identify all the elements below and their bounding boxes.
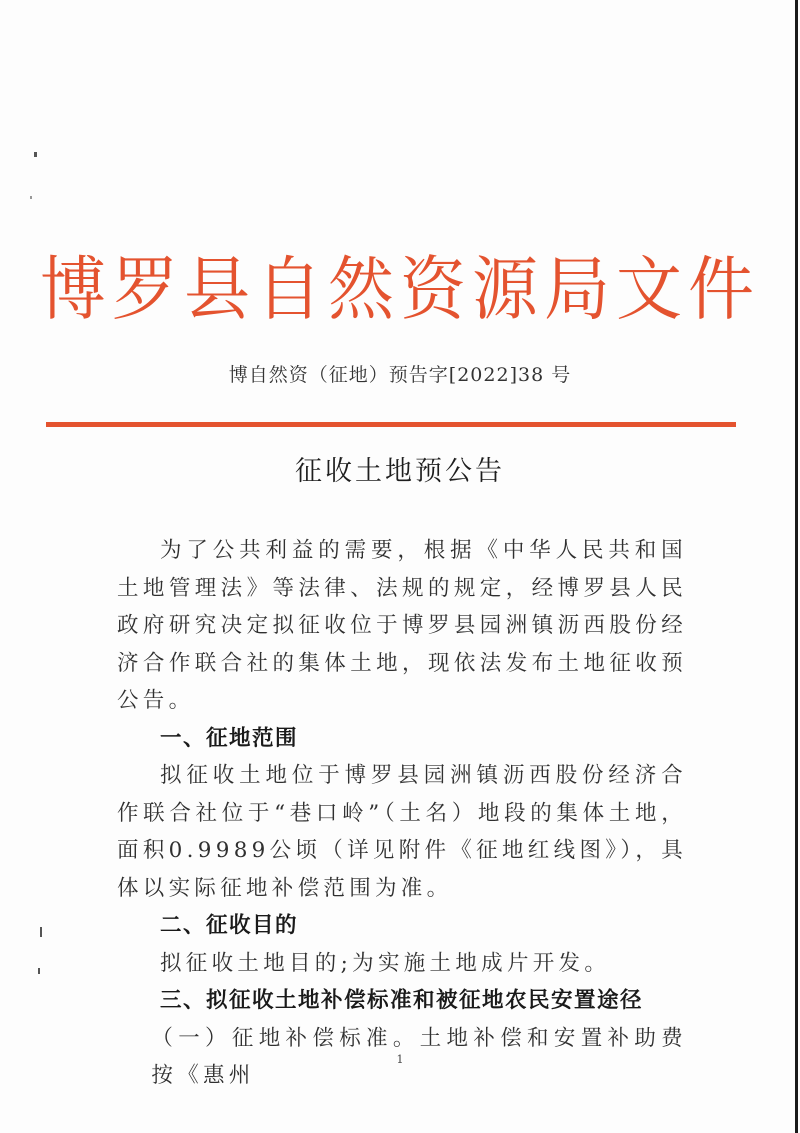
document-number: 博自然资（征地）预告字[2022]38 号 bbox=[228, 364, 572, 386]
intro-paragraph: 为了公共利益的需要，根据《中华人民共和国土地管理法》等法律、法规的规定，经博罗县人民政府研究决定拟征收位于博罗县园洲镇沥西股份经济合作联合社的集体土地，现依法发布土地征收预公告。 bbox=[117, 538, 687, 713]
section-heading-purpose: 二、征收目的 bbox=[160, 913, 299, 938]
red-divider-rule bbox=[46, 422, 736, 427]
section-body-scope: 拟征收土地位于博罗县园洲镇沥西股份经济合作联合社位于“巷口岭”（土名）地段的集体土地，面积0.9989公顷（详见附件《征地红线图》），具体以实际征地补偿范围为准。 bbox=[117, 763, 687, 901]
scan-mark bbox=[34, 152, 37, 157]
section-heading-scope: 一、征地范围 bbox=[160, 725, 299, 751]
section-body-purpose: 拟征收土地目的;为实施土地成片开发。 bbox=[160, 950, 611, 976]
scan-edge-line bbox=[795, 0, 798, 1133]
scan-mark bbox=[30, 196, 32, 199]
issuing-authority-header: 博罗县自然资源局文件 bbox=[40, 249, 760, 330]
section-sub-compensation-standard: （一）征地补偿标准。土地补偿和安置补助费按《惠州 bbox=[151, 1025, 687, 1088]
document-body bbox=[117, 532, 687, 1095]
scan-mark bbox=[38, 968, 40, 974]
section-heading-compensation: 三、拟征收土地补偿标准和被征地农民安置途径 bbox=[160, 988, 644, 1013]
document-title: 征收土地预公告 bbox=[295, 456, 505, 487]
page-number: 1 bbox=[396, 1053, 404, 1066]
scan-mark bbox=[40, 927, 42, 937]
